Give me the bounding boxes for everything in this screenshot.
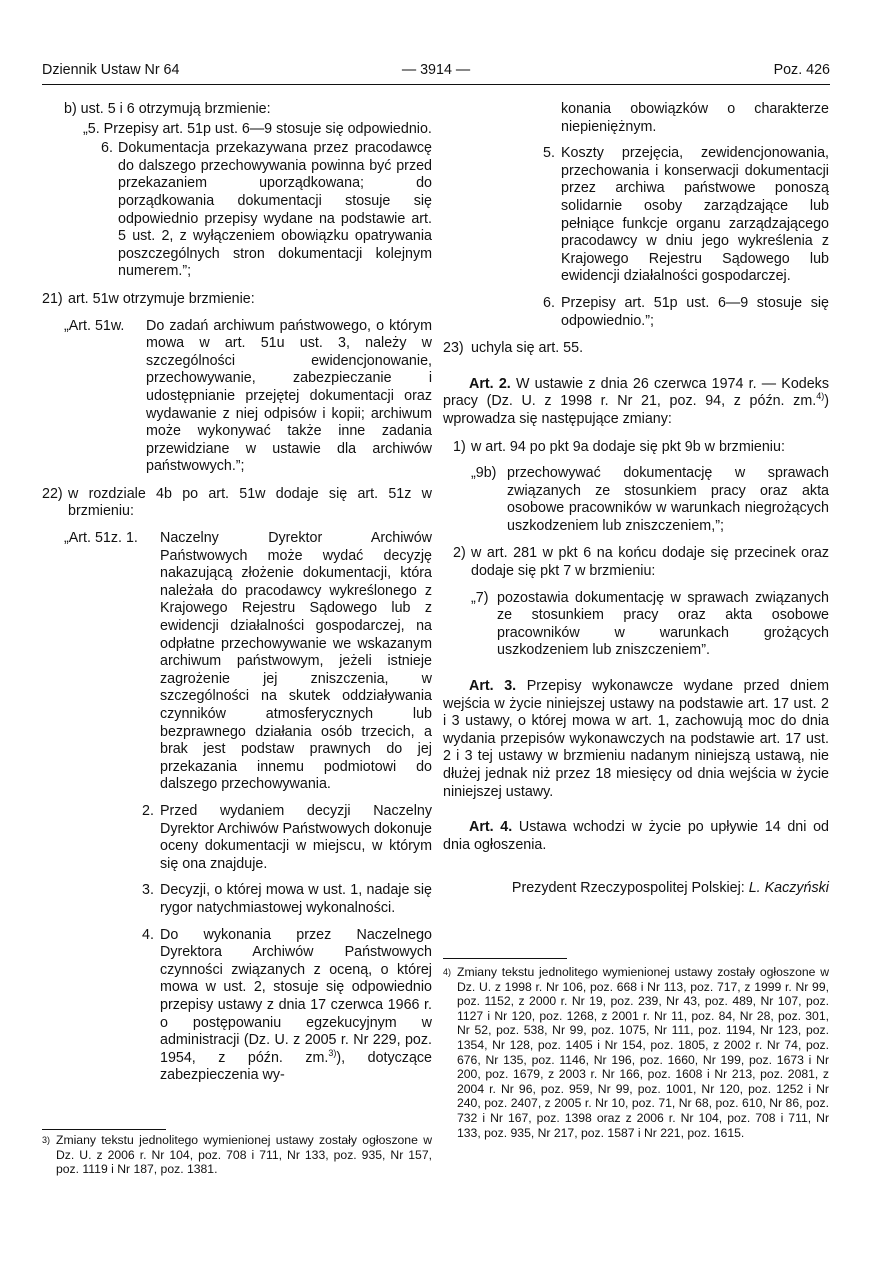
art-51z-ust-3: 3. Decyzji, o której mowa w ust. 1, nadaje się rygor natychmiastowej wykonalności.: [142, 882, 432, 916]
point-22: 22) w rozdziale 4b po art. 51w dodaje się art. 51z w brzmieniu:: [42, 485, 432, 520]
change-1: 1) w art. 94 po pkt 9a dodaje się pkt 9b w brzmieniu:: [453, 438, 785, 455]
footnote-rule-left: [42, 1129, 166, 1130]
art-2: Art. 2. W ustawie z dnia 26 czerwca 1974 r. — Kodeks pracy (Dz. U. z 1998 r. Nr 21, poz. 94, z późn. zm.$^{4)}$) wprowadza się następujące zmiany:: [443, 375, 829, 427]
art-51z-ust-4: 4. Do wykonania przez Naczelnego Dyrektora Archiwów Państwowych czynności związanych z oceną, o której mowa w ust. 2, stosuje się odpowiednio przepisy ustawy z dnia 17 czerwca 1966 r. o postępowaniu egzekucyjnym w administracji (Dz. U. z 2005 r. Nr 229, poz. 1954, z późn. zm.$^{3)}$), dotyczące zabezpieczenia wy-: [142, 926, 432, 1084]
signature: Prezydent Rzeczypospolitej Polskiej: L. Kaczyński: [511, 880, 829, 897]
ust-5-text: „5. Przepisy art. 51p ust. 6—9 stosuje się odpowiednio.: [83, 120, 432, 137]
art-4: Art. 4. Ustawa wchodzi w życie po upływie 14 dni od dnia ogłoszenia.: [443, 819, 829, 853]
art-3: Art. 3. Przepisy wykonawcze wydane przed dniem wejścia w życie niniejszej ustawy na podstawie art. 17 ust. 2 i 3 ustawy, o której mowa w art. 1, zachowują moc do dnia wydania przepisów wykonawczych na podstawie art. 17 ust. 2 i 3 tej ustawy w brzmieniu nadanym niniejszą ustawą, nie dłużej jednak niż przez 18 miesięcy od dnia wejścia w życie niniejszej ustawy.: [443, 678, 829, 800]
page-header: [42, 62, 830, 82]
president-name: L. Kaczyński: [748, 880, 829, 897]
art-51z-ust-1: „Art. 51z. 1. Naczelny Dyrektor Archiwów Państwowych może wydać decyzję nakazującą złożenie dokumentacji, która należała do pracodawcy wykreślonego z Krajowego Rejestru Sądowego lub z ewidencji działalności gospodarczej, na odpłatne przechowywanie we wskazanym archiwum państwowym, jeżeli istnieje zagrożenie jej zniszczenia, w szczególności na skutek oddziaływania czynników atmosferycznych lub bezprawnego działania osób trzecich, a brak jest podstaw prawnych do jej przekazania innemu podmiotowi do dalszego przechowywania.: [64, 530, 432, 793]
art-51z-ust-2: 2. Przed wydaniem decyzji Naczelny Dyrektor Archiwów Państwowych dokonuje oceny dokumentacji w miejscu, w którym się ona znajduje.: [142, 802, 432, 872]
continued-text: konania obowiązków o charakterze niepieniężnym.: [561, 101, 829, 135]
ust-6: 6. Dokumentacja przekazywana przez pracodawcę do dalszego przechowywania powinna być przed przekazaniem uporządkowana; do porządkowania dokumentacji stosuje się odpowiednio przepisy wydane na podstawie art. 5 ust. 2, z wyłączeniem obowiązku opatrywania poszczególnych stron dokumentacji kolejnym numerem.”;: [101, 140, 432, 280]
footnote-4: 4) Zmiany tekstu jednolitego wymienionej ustawy zostały ogłoszone w Dz. U. z 1998 r. Nr 106, poz. 668 i Nr 113, poz. 717, z 1999 r. Nr 99, poz. 1152, z 2000 r. Nr 19, poz. 239, Nr 43, poz. 489, Nr 107, poz. 1127 i Nr 120, poz. 1268, z 2001 r. Nr 11, poz. 84, Nr 28, poz. 301, Nr 52, poz. 538, Nr 99, poz. 1075, Nr 111, poz. 1194, Nr 123, poz. 1354, Nr 128, poz. 1405 i Nr 154, poz. 1805, z 2002 r. Nr 74, poz. 676, Nr 135, poz. 1146, Nr 196, poz. 1660, Nr 199, poz. 1673 i Nr 200, poz. 1679, z 2003 r. Nr 166, poz. 1608 i Nr 213, poz. 2081, z 2004 r. Nr 96, poz. 959, Nr 99, poz. 1001, Nr 120, poz. 1252 i Nr 240, poz. 2407, z 2005 r. Nr 10, poz. 71, Nr 68, poz. 610, Nr 86, poz. 732 i Nr 167, poz. 1398 oraz z 2006 r. Nr 104, poz. 708 i 711, Nr 133, poz. 935, Nr 217, poz. 1587 i Nr 221, poz. 1615.: [443, 965, 829, 1140]
footnote-rule-right: [443, 958, 567, 959]
ust-6-right: 6. Przepisy art. 51p ust. 6—9 stosuje się odpowiednio.”;: [543, 294, 829, 329]
right-column: [443, 101, 829, 898]
art-51z-1-text: Naczelny Dyrektor Archiwów Państwowych może wydać decyzję nakazującą złożenie dokumentacji, która należała do pracodawcy wykreślonego z Krajowego Rejestru Sądowego lub z ewidencji działalności gospodarczej, na odpłatne przechowywanie we wskazanym archiwum państwowym, jeżeli istnieje zagrożenie jej zniszczenia, w szczególności na skutek oddziaływania czynników atmosferycznych lub bezprawnego działania osób trzecich, a brak jest podstaw prawnych do jej przekazania innemu podmiotowi do dalszego przechowywania.: [160, 530, 432, 793]
footnote-3: 3) Zmiany tekstu jednolitego wymienionej ustawy zostały ogłoszone w Dz. U. z 2006 r. Nr 104, poz. 708 i 711, Nr 133, poz. 935, Nr 157, poz. 1119 i Nr 187, poz. 1381.: [42, 1133, 432, 1177]
change-2: 2) w art. 281 w pkt 6 na końcu dodaje się przecinek oraz dodaje się pkt 7 w brzmieniu:: [453, 545, 829, 580]
point-21: 21) art. 51w otrzymuje brzmienie:: [42, 290, 255, 307]
footnote-ref-3: 3): [328, 1047, 337, 1058]
header-rule: [42, 84, 830, 85]
journal-title: Dziennik Ustaw Nr 64: [42, 62, 180, 78]
pkt-7: „7) pozostawia dokumentację w sprawach związanych ze stosunkiem pracy oraz akta osobowe pracowników w warunkach grożących uszkodzeniem lub zniszczeniem”.: [471, 589, 829, 659]
page-number: — 3914 —: [401, 62, 471, 78]
pkt-9b: „9b) przechowywać dokumentację w sprawach związanych ze stosunkiem pracy oraz akta osobowe pracowników w warunkach niegrożących uszkodzeniem lub zniszczeniem,”;: [471, 465, 829, 534]
point-b-heading: b) ust. 5 i 6 otrzymują brzmienie:: [64, 101, 271, 117]
left-column: [42, 101, 432, 1085]
point-23: 23) uchyla się art. 55.: [443, 340, 584, 357]
ust-6-text: Dokumentacja przekazywana przez pracodawcę do dalszego przechowywania powinna być przed przekazaniem uporządkowana; do porządkowania dokumentacji stosuje się odpowiednio przepisy wydane na podstawie art. 5 ust. 2, z wyłączeniem obowiązku opatrywania poszczególnych stron dokumentacji kolejnym numerem.”;: [118, 140, 432, 280]
art-51w-text: Do zadań archiwum państwowego, o którym mowa w art. 51u ust. 3, należy w szczególności ewidencjonowanie, przechowywanie, zabezpieczanie i udostępnianie przejętej dokumentacji oraz wydawanie z niej odpisów i kopii; archiwum może wykonywać także inne zadania przewidziane w ustawie dla archiwów państwowych.”;: [146, 317, 432, 475]
art-51w: „Art. 51w. Do zadań archiwum państwowego, o którym mowa w art. 51u ust. 3, należy w szczególności ewidencjonowanie, przechowywanie, zabezpieczanie i udostępnianie przejętej dokumentacji oraz wydawanie z niej odpisów i kopii; archiwum może wykonywać także inne zadania przewidziane w ustawie dla archiwów państwowych.”;: [64, 317, 432, 475]
position-number: Poz. 426: [773, 62, 830, 78]
footnote-ref-4: 4): [816, 391, 825, 402]
ust-5-right: 5. Koszty przejęcia, zewidencjonowania, przechowania i konserwacji dokumentacji przez archiwa państwowe ponoszą solidarnie osoby zarządzające lub pełniące funkcje organu zarządzającego pracodawcy w dniu jego wykreślenia z Krajowego Rejestru Sądowego lub ewidencji działalności gospodarczej.: [543, 145, 829, 285]
